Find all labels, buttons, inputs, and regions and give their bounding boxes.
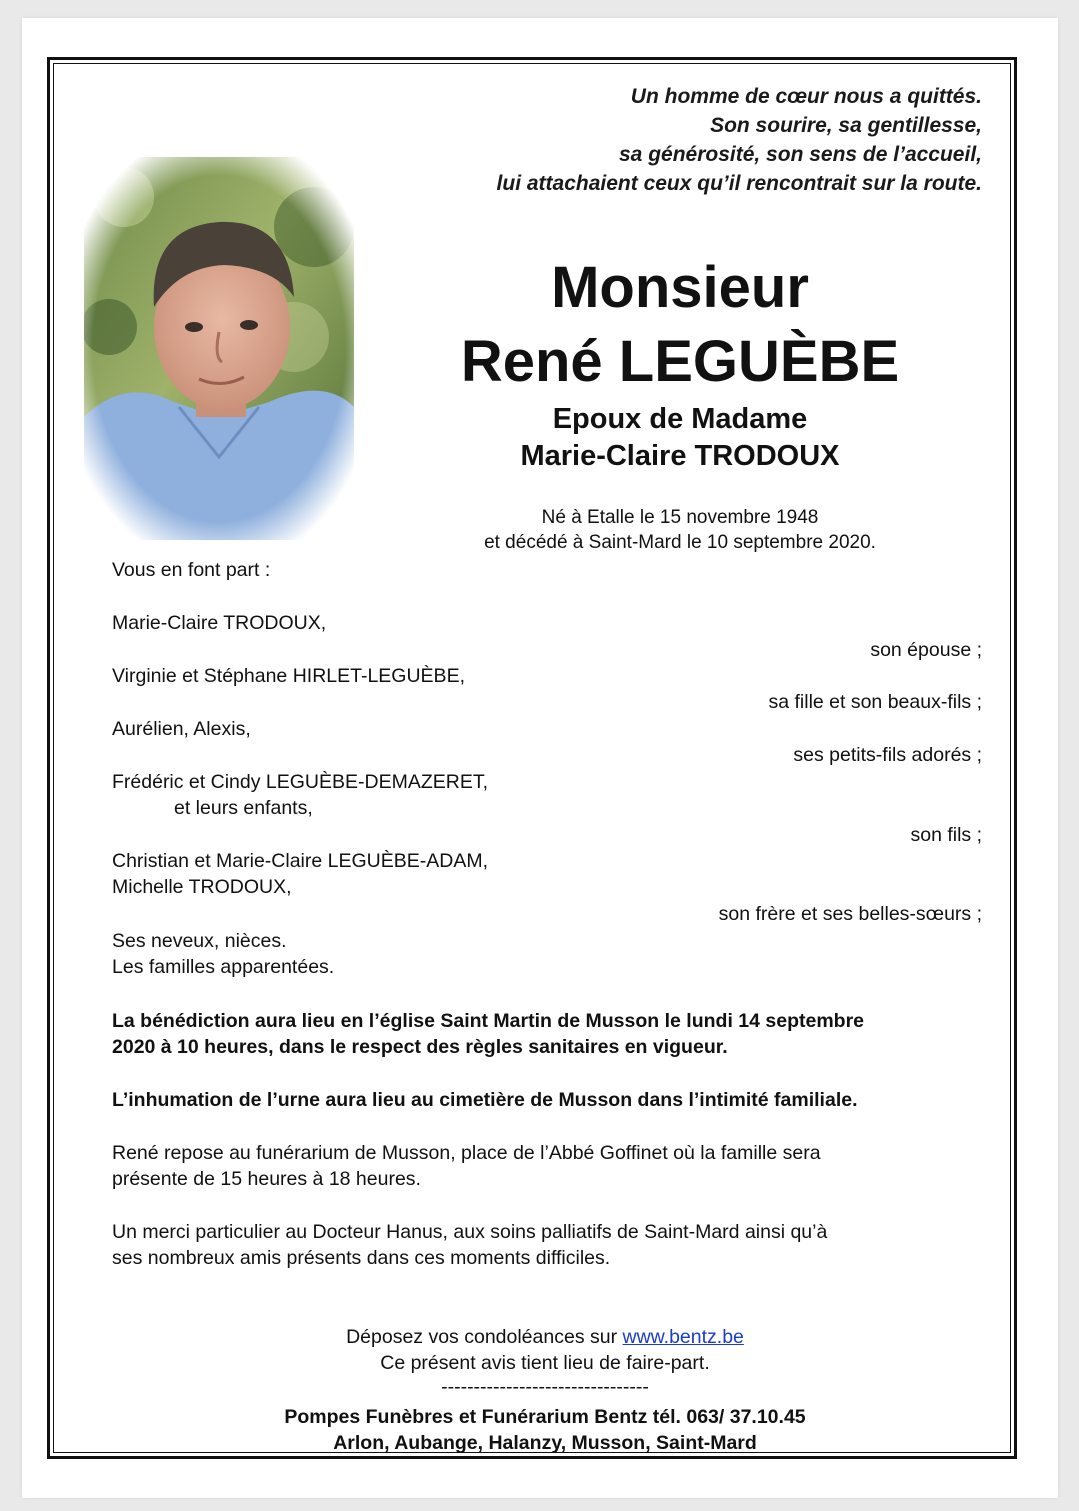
repose-line: René repose au funérarium de Musson, place de l’Abbé Goffinet où la famille sera <box>112 1142 821 1164</box>
spouse-label: Epoux de Madame <box>552 403 808 435</box>
website-link[interactable]: www.bentz.be <box>622 1326 744 1348</box>
other-relatives: Les familles apparentées. <box>112 956 335 978</box>
family-member-names: Marie-Claire TRODOUX, <box>112 612 327 634</box>
company-line: Pompes Funèbres et Funérarium Bentz tél. 063/ 37.10.45 <box>284 1406 806 1428</box>
deceased-name: René LEGUÈBE <box>460 329 900 394</box>
condolences-line <box>200 1324 890 1350</box>
quote-line: Son sourire, sa gentillesse, <box>710 114 982 137</box>
family-member-names-continued: et leurs enfants, <box>174 797 313 819</box>
family-member-names: Frédéric et Cindy LEGUÈBE-DEMAZERET, <box>112 771 489 793</box>
portrait-photo <box>84 157 354 540</box>
birth-line: Né à Etalle le 15 novembre 1948 <box>541 507 819 528</box>
locations-line: Arlon, Aubange, Halanzy, Musson, Saint-Mard <box>333 1432 757 1454</box>
quote-line: Un homme de cœur nous a quittés. <box>630 85 982 108</box>
quote-line: sa générosité, son sens de l’accueil, <box>619 143 982 166</box>
family-member-names-continued: Michelle TRODOUX, <box>112 876 292 898</box>
family-member-names: Christian et Marie-Claire LEGUÈBE-ADAM, <box>112 850 489 872</box>
thanks-notice <box>112 1219 982 1271</box>
spouse-name: Marie-Claire TRODOUX <box>520 440 840 472</box>
family-member-relation: son fils ; <box>910 824 982 846</box>
benediction-line: 2020 à 10 heures, dans le respect des règles sanitaires en vigueur. <box>112 1036 728 1058</box>
repose-notice <box>112 1140 982 1192</box>
quote-line: lui attachaient ceux qu’il rencontrait sur la route. <box>496 172 982 195</box>
announcement-intro: Vous en font part : <box>112 559 271 581</box>
separator: -------------------------------- <box>441 1376 649 1398</box>
epitaph-quote <box>342 82 982 198</box>
death-line: et décédé à Saint-Mard le 10 septembre 2020. <box>484 532 876 553</box>
notice-line: Ce présent avis tient lieu de faire-part. <box>380 1352 710 1374</box>
family-member-names: Aurélien, Alexis, <box>112 718 251 740</box>
family-member-relation: sa fille et son beaux-fils ; <box>768 691 982 713</box>
thanks-line: ses nombreux amis présents dans ces moments difficiles. <box>112 1247 611 1269</box>
benediction-notice <box>112 1008 982 1060</box>
burial-notice: L’inhumation de l’urne aura lieu au cimetière de Musson dans l’intimité familiale. <box>112 1089 858 1111</box>
title-honorific: Monsieur <box>551 255 809 320</box>
life-dates <box>400 505 960 555</box>
family-member-relation: son frère et ses belles-sœurs ; <box>718 903 982 925</box>
thanks-line: Un merci particulier au Docteur Hanus, aux soins palliatifs de Saint-Mard ainsi qu’à <box>112 1221 828 1243</box>
family-member-relation: ses petits-fils adorés ; <box>793 744 982 766</box>
condolences-prefix: Déposez vos condoléances sur <box>346 1326 623 1348</box>
other-relatives: Ses neveux, nièces. <box>112 930 287 952</box>
repose-line: présente de 15 heures à 18 heures. <box>112 1168 421 1190</box>
family-member-names: Virginie et Stéphane HIRLET-LEGUÈBE, <box>112 665 465 687</box>
family-member-relation: son épouse ; <box>870 639 982 661</box>
benediction-line: La bénédiction aura lieu en l’église Saint Martin de Musson le lundi 14 septembre <box>112 1010 865 1032</box>
spouse-block <box>420 401 940 475</box>
